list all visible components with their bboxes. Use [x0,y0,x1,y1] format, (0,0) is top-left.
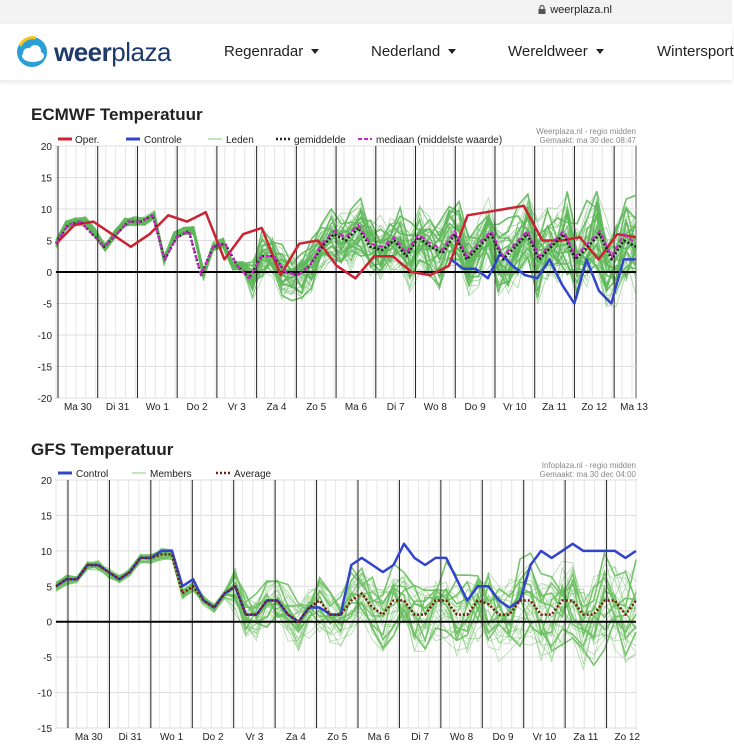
x-tick-label: Wo 1 [145,402,169,413]
ecmwf-temperature-chart [28,126,648,416]
x-tick-label: Zo 12 [614,732,641,743]
chart-made-text: Gemaakt: ma 30 dec 04:00 [539,470,636,479]
y-tick-label: 5 [46,582,52,594]
legend-label-control: Control [76,469,109,480]
x-tick-label: Ma 6 [344,402,368,413]
y-tick-label: 10 [40,546,52,558]
nav-item-label: Nederland [371,43,441,60]
weerplaza-logo[interactable] [16,36,171,68]
x-tick-label: Do 9 [492,732,514,743]
y-tick-label: -5 [43,299,52,311]
browser-url[interactable] [538,4,612,16]
x-tick-label: Za 4 [285,732,306,743]
x-tick-label: Di 7 [411,732,430,743]
x-tick-label: Wo 8 [423,402,447,413]
chevron-down-icon [596,49,604,54]
y-tick-label: -5 [43,653,52,665]
nav-item-label: Wintersport [657,43,734,60]
nav-item-label: Wereldweer [508,43,588,60]
nav-item-nederland[interactable] [371,43,456,60]
y-tick-label: 10 [40,205,52,216]
x-tick-label: Ma 6 [367,732,390,743]
y-tick-label: -10 [37,688,52,700]
x-tick-label: Vr 3 [227,402,246,413]
sun-cloud-logo-icon [16,36,48,68]
browser-url-text: weerplaza.nl [550,4,612,16]
y-tick-label: 0 [46,617,52,629]
legend-label-oper: Oper. [75,135,100,146]
logo-wordmark: weerplaza [54,36,171,67]
legend-label-controle: Controle [144,135,182,146]
gfs-plot-area [38,476,641,743]
y-tick-label: 5 [46,236,52,248]
y-tick-label: -20 [37,394,52,405]
x-tick-label: Ma 30 [74,732,103,743]
x-tick-label: Do 2 [202,732,224,743]
x-tick-label: Ma 30 [63,402,92,413]
legend-label-mediaan: mediaan (middelste waarde) [376,135,503,146]
legend-label-gemiddelde: gemiddelde [294,135,346,146]
chevron-down-icon [311,49,319,54]
x-tick-label: Zo 5 [327,732,348,743]
y-tick-label: 20 [40,476,52,487]
gfs-section-title: GFS Temperatuur [31,440,174,459]
x-tick-label: Wo 8 [449,732,474,743]
x-tick-label: Vr 10 [532,732,557,743]
nav-item-regenradar[interactable] [224,43,319,60]
x-tick-label: Di 7 [386,402,405,413]
legend-label-members: Members [150,469,192,480]
legend-label-leden: Leden [226,135,254,146]
x-tick-label: Za 4 [266,402,287,413]
nav-item-wereldweer[interactable] [508,43,604,60]
ecmwf-legend [58,127,637,146]
nav-item-label: Regenradar [224,43,304,60]
gfs-legend [58,461,637,480]
nav-item-wintersport[interactable] [657,43,734,60]
x-tick-label: Di 31 [118,732,142,743]
x-tick-label: Do 2 [186,402,208,413]
y-tick-label: -10 [37,331,52,342]
x-tick-label: Di 31 [105,402,130,413]
top-navigation [0,24,732,81]
gfs-temperature-chart [28,460,640,752]
y-tick-label: -15 [37,362,52,374]
x-tick-label: Do 9 [464,402,486,413]
ecmwf-plot-area [38,142,649,413]
chart-source-text: Infoplaza.nl - regio midden [541,461,636,470]
browser-url-bar[interactable] [0,0,732,25]
x-tick-label: Za 11 [542,402,567,413]
y-tick-label: 15 [40,173,52,185]
x-tick-label: Zo 12 [581,402,608,413]
y-tick-label: 20 [40,142,52,153]
x-tick-label: Zo 5 [306,402,327,413]
x-tick-label: Vr 3 [245,732,264,743]
lock-icon [538,5,546,14]
y-tick-label: 0 [46,268,52,279]
chart-source-text: Weerplaza.nl - regio midden [536,127,636,136]
legend-label-average: Average [234,469,272,480]
x-tick-label: Za 11 [573,732,599,743]
chart-made-text: Gemaakt: ma 30 dec 08:47 [539,136,636,145]
ecmwf-section-title: ECMWF Temperatuur [31,105,203,124]
y-tick-label: 15 [40,511,52,523]
x-tick-label: Vr 10 [503,402,527,413]
y-tick-label: -15 [37,724,52,735]
x-tick-label: Wo 1 [159,732,184,743]
x-tick-label: Ma 13 [620,402,648,413]
chevron-down-icon [448,49,456,54]
